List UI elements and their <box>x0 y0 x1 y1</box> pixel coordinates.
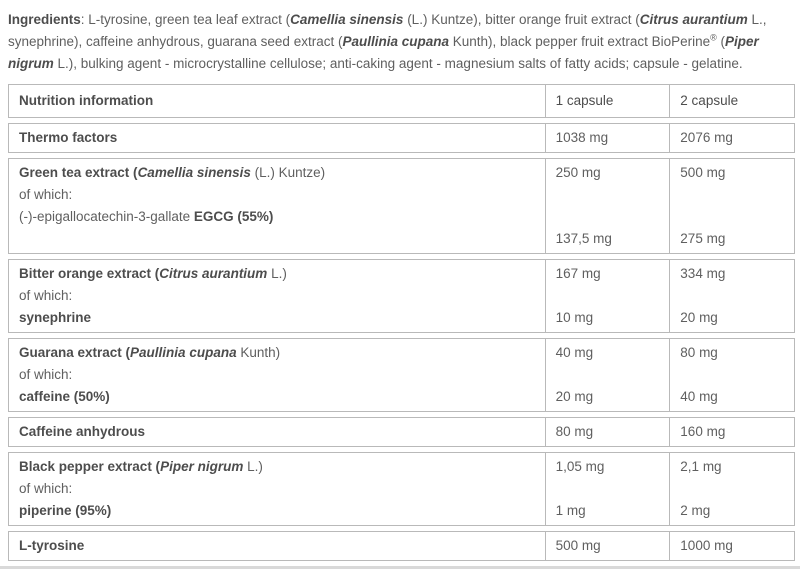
name-text-segment: Bitter orange extract ( <box>19 266 160 281</box>
value-line: 1 mg <box>555 503 586 518</box>
value-line: 2,1 mg <box>680 459 722 474</box>
name-text-segment: of which: <box>19 288 73 303</box>
table-row-header <box>8 84 795 118</box>
value-line: 500 mg <box>680 165 726 180</box>
name-cell <box>9 124 545 152</box>
value-line: 160 mg <box>680 424 726 439</box>
name-line <box>19 228 535 250</box>
value-cell-2-capsule <box>669 85 794 117</box>
table-row-bitter-orange-extract <box>8 259 795 333</box>
name-text-segment: (L.) Kuntze) <box>250 165 326 180</box>
name-cell <box>9 159 545 253</box>
value-line: 137,5 mg <box>555 231 612 246</box>
value-line: 10 mg <box>555 310 594 325</box>
name-text-segment: Camellia sinensis <box>137 165 251 180</box>
name-line <box>19 421 535 443</box>
table-row-guarana-extract <box>8 338 795 412</box>
value-line: 1000 mg <box>680 538 733 553</box>
name-text-segment: EGCG (55%) <box>193 209 274 224</box>
name-line <box>19 364 535 386</box>
table-row-green-tea-extract <box>8 158 795 254</box>
name-text-segment: Green tea extract ( <box>19 165 138 180</box>
value-line: 1 capsule <box>555 93 614 108</box>
name-text-segment: Guarana extract ( <box>19 345 131 360</box>
name-line <box>19 162 535 184</box>
name-text-segment: L.) <box>267 266 287 281</box>
name-text-segment: Paullinia cupana <box>130 345 237 360</box>
name-text-segment: of which: <box>19 187 73 202</box>
value-cell-2-capsule <box>669 418 794 446</box>
name-cell <box>9 85 545 117</box>
value-line <box>680 206 784 228</box>
value-cell-2-capsule <box>669 453 794 525</box>
value-line: 2 mg <box>680 503 711 518</box>
name-cell <box>9 532 545 560</box>
value-line <box>556 285 660 307</box>
ingredients-text-segment: Paullinia cupana <box>342 34 449 49</box>
ingredients-text-segment: L.), bulking agent - microcrystalline cellulose; anti-caking agent - magnesium salts of fatty acids; capsule - gelatine. <box>53 56 743 71</box>
value-cell-1-capsule <box>545 453 670 525</box>
name-line <box>19 342 535 364</box>
name-text-segment: piperine (95%) <box>19 503 112 518</box>
nutrition-table <box>8 84 795 561</box>
value-cell-1-capsule <box>545 532 670 560</box>
ingredients-text-segment: Kunth), black pepper fruit extract BioPerine <box>449 34 711 49</box>
name-text-segment: Black pepper extract ( <box>19 459 161 474</box>
name-cell <box>9 453 545 525</box>
value-cell-2-capsule <box>669 532 794 560</box>
name-text-segment: Citrus aurantium <box>159 266 268 281</box>
value-line: 2076 mg <box>680 130 733 145</box>
name-line <box>19 386 535 408</box>
name-text-segment: Piper nigrum <box>160 459 244 474</box>
name-cell <box>9 339 545 411</box>
value-line: 20 mg <box>555 389 594 404</box>
table-row-black-pepper-extract <box>8 452 795 526</box>
ingredients-text-segment: Ingredients <box>8 12 81 27</box>
ingredients-text-segment: : L-tyrosine, green tea leaf extract ( <box>80 12 291 27</box>
value-line: 500 mg <box>555 538 601 553</box>
value-line <box>680 478 784 500</box>
value-line: 80 mg <box>555 424 594 439</box>
value-line: 40 mg <box>680 389 718 404</box>
value-line: 2 capsule <box>680 93 739 108</box>
table-row-caffeine-anhydrous <box>8 417 795 447</box>
value-line: 40 mg <box>555 345 594 360</box>
name-line <box>19 285 535 307</box>
value-cell-2-capsule <box>669 339 794 411</box>
value-line: 1,05 mg <box>555 459 605 474</box>
ingredients-text-segment: Camellia sinensis <box>290 12 404 27</box>
name-line <box>19 478 535 500</box>
value-line <box>556 364 660 386</box>
name-text-segment: L-tyrosine <box>19 538 85 553</box>
value-line: 334 mg <box>680 266 726 281</box>
ingredients-text-segment: Piper nigrum <box>8 34 759 71</box>
value-cell-1-capsule <box>545 339 670 411</box>
value-line: 80 mg <box>680 345 718 360</box>
value-cell-1-capsule <box>545 159 670 253</box>
value-cell-2-capsule <box>669 260 794 332</box>
value-line: 1038 mg <box>555 130 609 145</box>
name-text-segment: caffeine (50%) <box>19 389 110 404</box>
name-cell <box>9 418 545 446</box>
value-cell-1-capsule <box>545 260 670 332</box>
name-text-segment: Nutrition information <box>19 93 154 108</box>
name-line <box>19 184 535 206</box>
value-cell-1-capsule <box>545 85 670 117</box>
name-line <box>19 263 535 285</box>
value-line <box>680 285 784 307</box>
name-text-segment: Kunth) <box>236 345 281 360</box>
value-line <box>556 184 660 206</box>
name-text-segment: (-)-epigallocatechin-3-gallate <box>19 209 194 224</box>
table-row-thermo-factors <box>8 123 795 153</box>
value-line <box>556 478 660 500</box>
name-cell <box>9 260 545 332</box>
ingredients-text-segment: (L.) Kuntze), bitter orange fruit extract ( <box>403 12 640 27</box>
name-text-segment: Thermo factors <box>19 130 118 145</box>
ingredients-text-segment: L., synephrine), caffeine anhydrous, guarana seed extract ( <box>8 12 767 49</box>
name-line <box>19 535 535 557</box>
name-line <box>19 307 535 329</box>
table-row-l-tyrosine <box>8 531 795 561</box>
value-line <box>680 364 784 386</box>
name-line <box>19 90 535 112</box>
value-line <box>680 184 784 206</box>
ingredients-text-segment: ® <box>710 32 717 43</box>
value-cell-2-capsule <box>669 159 794 253</box>
value-line <box>556 206 660 228</box>
value-line: 20 mg <box>680 310 718 325</box>
name-line <box>19 206 535 228</box>
value-cell-1-capsule <box>545 124 670 152</box>
value-line: 275 mg <box>680 231 726 246</box>
value-line: 167 mg <box>555 266 601 281</box>
name-text-segment: of which: <box>19 481 73 496</box>
name-text-segment: Caffeine anhydrous <box>19 424 146 439</box>
ingredients-paragraph <box>8 9 793 75</box>
name-line <box>19 500 535 522</box>
name-text-segment: L.) <box>243 459 263 474</box>
ingredients-text-segment: ( <box>716 34 726 49</box>
name-line <box>19 127 535 149</box>
name-text-segment: synephrine <box>19 310 92 325</box>
name-line <box>19 456 535 478</box>
value-cell-2-capsule <box>669 124 794 152</box>
value-line: 250 mg <box>555 165 601 180</box>
name-text-segment: of which: <box>19 367 73 382</box>
nutrition-facts-page <box>0 9 800 567</box>
value-cell-1-capsule <box>545 418 670 446</box>
ingredients-text-segment: Citrus aurantium <box>639 12 748 27</box>
